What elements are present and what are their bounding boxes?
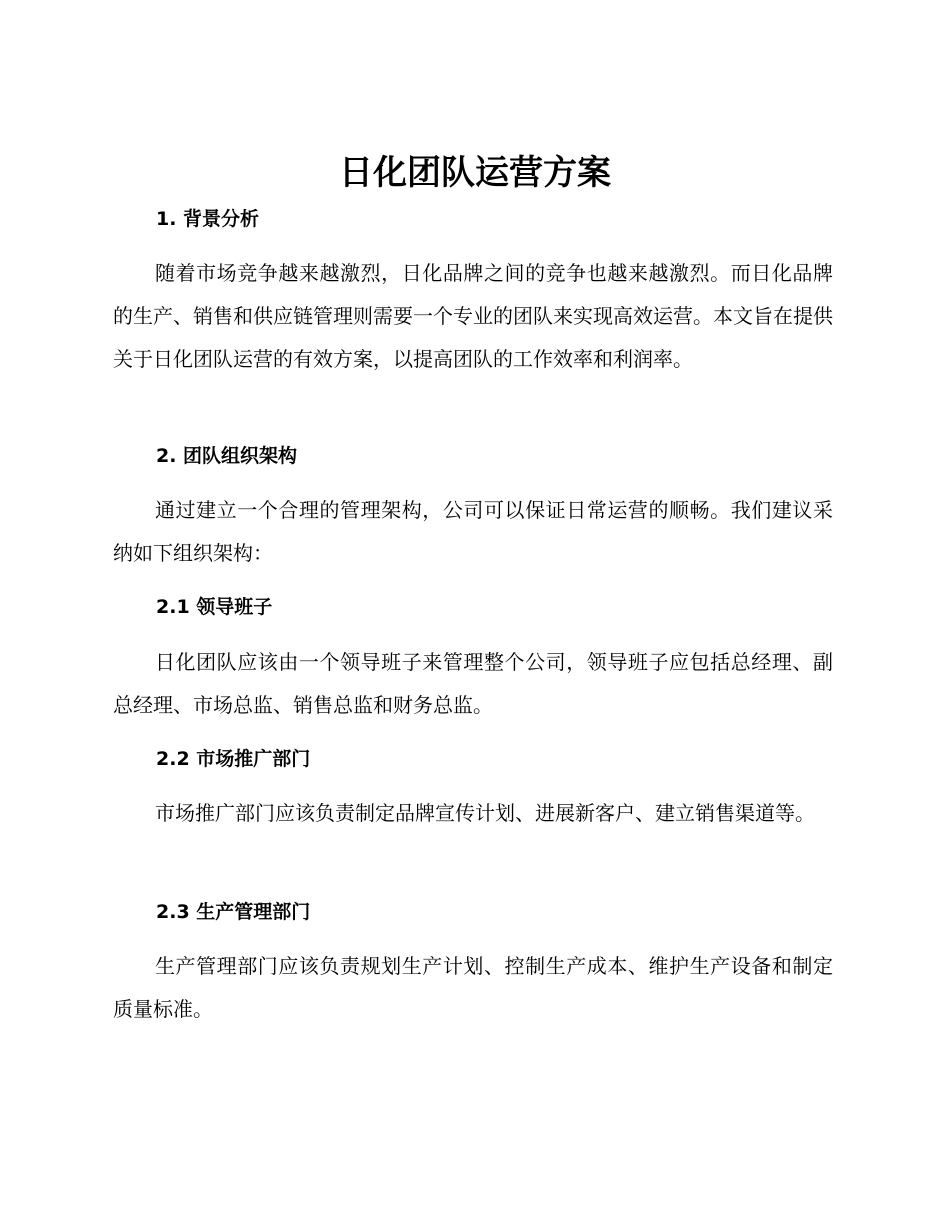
document-title: 日化团队运营方案 xyxy=(339,153,611,193)
section-heading-marketing: 2.2 市场推广部门 xyxy=(156,748,311,770)
section-body-marketing: 市场推广部门应该负责制定品牌宣传计划、进展新客户、建立销售渠道等。 xyxy=(155,801,815,825)
section-body-org-structure: 通过建立一个合理的管理架构，公司可以保证日常运营的顺畅。我们建议采纳如下组织架构： xyxy=(113,498,833,565)
section-heading-leadership: 2.1 领导班子 xyxy=(156,596,273,618)
section-heading-background: 1. 背景分析 xyxy=(156,208,260,230)
section-body-production: 生产管理部门应该负责规划生产计划、控制生产成本、维护生产设备和制定质量标准。 xyxy=(113,954,833,1021)
section-heading-production: 2.3 生产管理部门 xyxy=(156,901,311,923)
section-body-background: 随着市场竞争越来越激烈，日化品牌之间的竞争也越来越激烈。而日化品牌的生产、销售和供应链管理则需要一个专业的团队来实现高效运营。本文旨在提供关于日化团队运营的有效方案，以提高团队的工作效率和利润率。 xyxy=(113,261,833,371)
section-body-leadership: 日化团队应该由一个领导班子来管理整个公司，领导班子应包括总经理、副总经理、市场总监、销售总监和财务总监。 xyxy=(113,650,833,717)
section-heading-org-structure: 2. 团队组织架构 xyxy=(156,445,298,467)
